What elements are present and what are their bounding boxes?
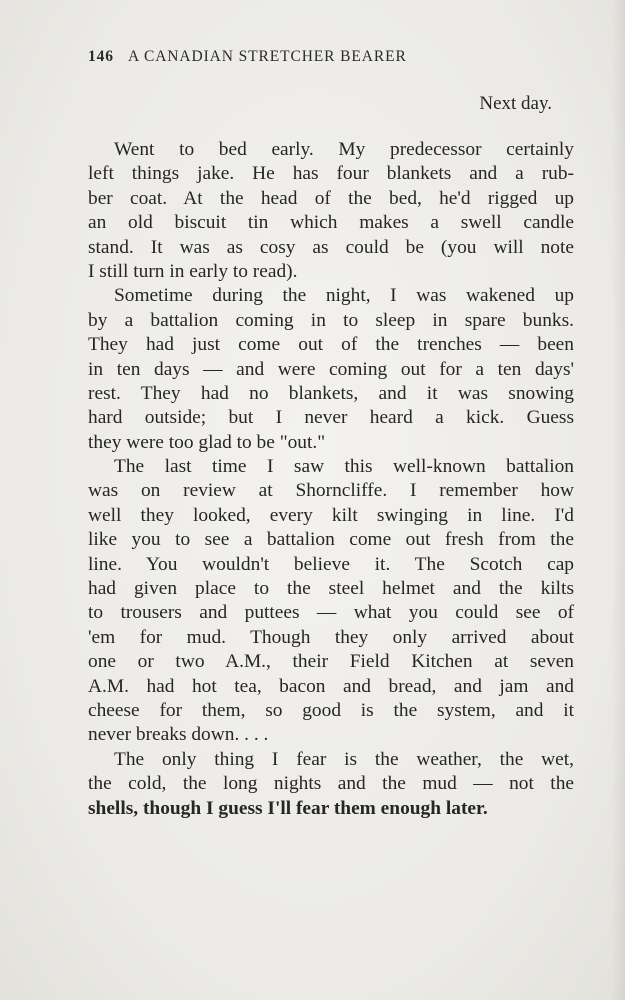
text-line: rest. They had no blankets, and it was snowing (88, 382, 574, 404)
text-line: was on review at Shorncliffe. I remember how (88, 480, 574, 502)
text-line: like you to see a battalion come out fresh from the (88, 529, 574, 551)
running-title: A CANADIAN STRETCHER BEARER (127, 48, 407, 65)
text-line: The only thing I fear is the weather, the wet, (114, 748, 574, 770)
text-line: They had just come out of the trenches — been (88, 334, 574, 356)
text-line: to trousers and puttees — what you could see of (88, 602, 574, 624)
text-line: stand. It was as cosy as could be (you will note (88, 236, 574, 258)
text-line: Went to bed early. My predecessor certainly (114, 139, 574, 160)
body-text (88, 138, 574, 821)
paragraph (88, 138, 574, 284)
text-line: in ten days — and were coming out for a ten days' (88, 358, 574, 380)
text-line: the cold, the long nights and the mud — not the (88, 773, 574, 795)
text-line: Sometime during the night, I was wakened up (114, 285, 574, 307)
text-line: never breaks down. . . . (88, 724, 269, 746)
text-line: an old biscuit tin which makes a swell candle (88, 212, 574, 234)
page-number: 146 (88, 48, 114, 65)
text-line: ber coat. At the head of the bed, he'd rigged up (88, 187, 574, 209)
text-line: I still turn in early to read). (88, 260, 298, 282)
text-line: shells, though I guess I'll fear them enough later. (88, 797, 488, 819)
text-line: they were too glad to be "out." (88, 431, 326, 453)
text-line: well they looked, every kilt swinging in line. I'd (88, 504, 574, 526)
paragraph (88, 748, 574, 821)
text-line: The last time I saw this well-known battalion (114, 456, 574, 478)
dateline: Next day. (479, 93, 552, 114)
paragraph (88, 455, 574, 748)
text-line: one or two A.M., their Field Kitchen at seven (88, 651, 574, 673)
text-line: A.M. had hot tea, bacon and bread, and jam and (88, 675, 574, 697)
paragraph (88, 284, 574, 455)
text-line: line. You wouldn't believe it. The Scotch cap (88, 553, 574, 575)
text-line: 'em for mud. Though they only arrived about (88, 626, 574, 648)
text-line: left things jake. He has four blankets and a rub- (88, 163, 574, 185)
text-line: hard outside; but I never heard a kick. Guess (88, 407, 574, 429)
text-line: had given place to the steel helmet and the kilts (88, 578, 574, 600)
text-line: by a battalion coming in to sleep in spare bunks. (88, 309, 574, 331)
text-line: cheese for them, so good is the system, and it (88, 699, 574, 721)
page-edge-shadow (611, 0, 625, 1000)
running-header (88, 48, 407, 66)
